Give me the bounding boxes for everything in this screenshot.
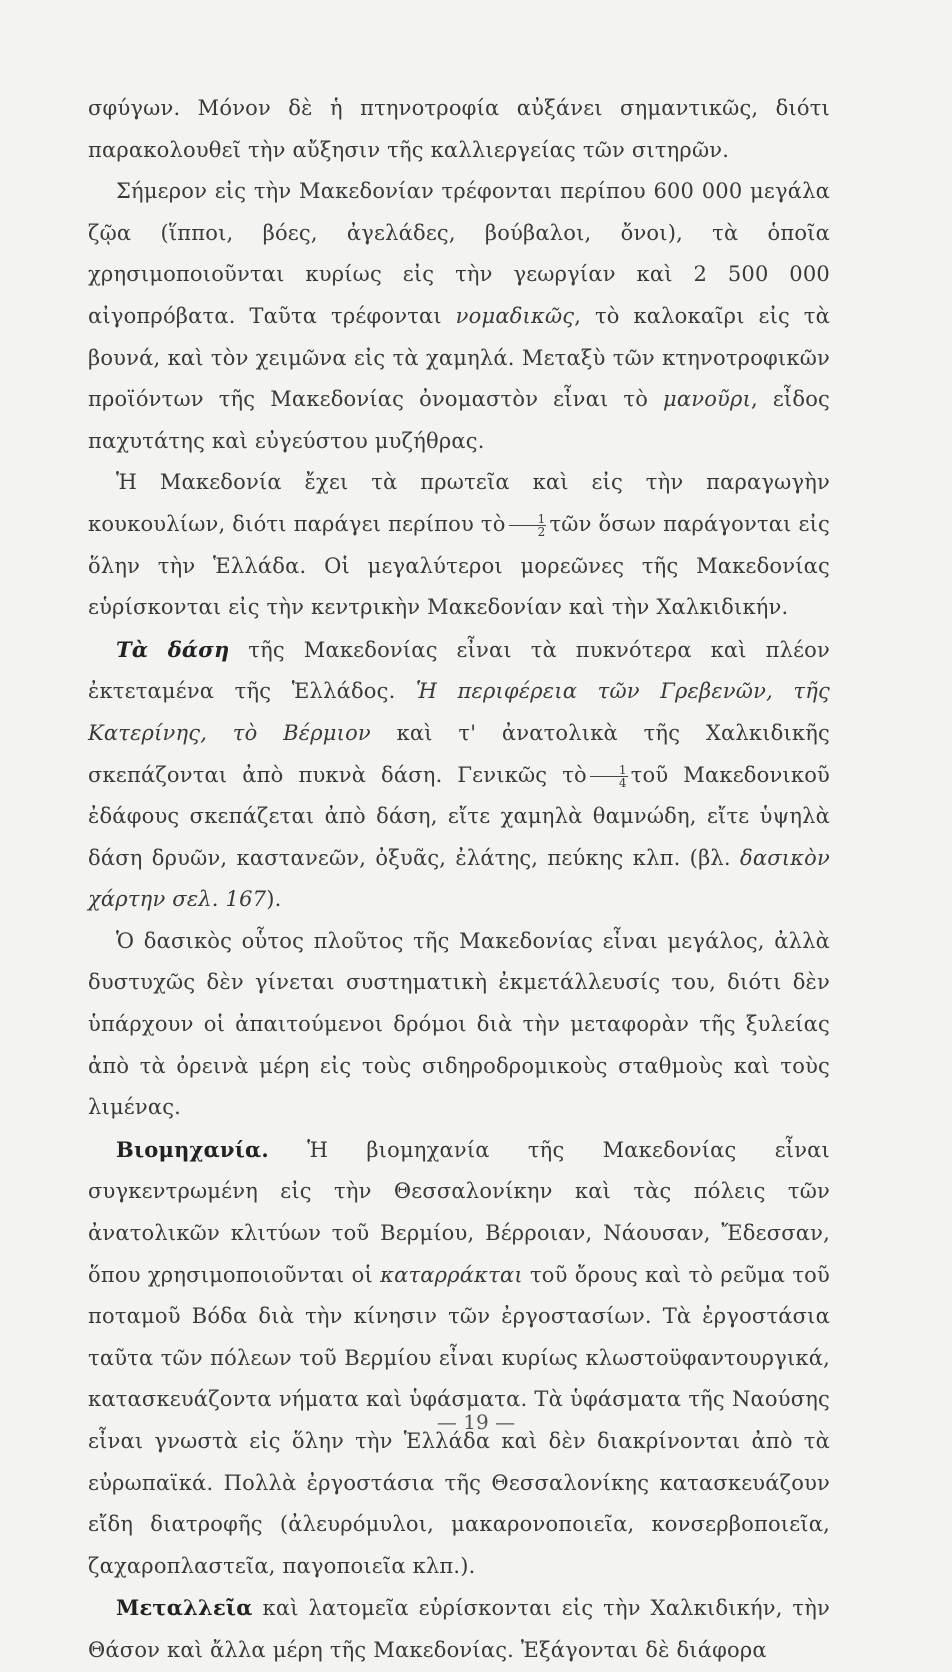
italic-regions: Ἡ περιφέρεια τῶν Γρεβενῶν, τῆς Κατερίνης, τὸ Βέρμιον (88, 679, 830, 745)
paragraph-silk: Ἡ Μακεδονία ἔχει τὰ πρωτεῖα καὶ εἰς τὴν παραγωγὴν κουκουλίων, διότι παράγει περίπου τὸ $\frac{1}{2}$ τῶν ὅσων παράγονται εἰς ὅλην τὴν Ἑλλάδα. Οἱ μεγαλύτεροι μορεῶνες τῆς Μακεδονίας εὑρίσκονται εἰς τὴν κεντρικὴν Μακεδονίαν καὶ τὴν Χαλκιδικήν. (88, 470, 830, 620)
paragraph-forest-wealth: Ὁ δασικὸς οὗτος πλοῦτος τῆς Μακεδονίας εἶναι μεγάλος, ἀλλὰ δυστυχῶς δὲν γίνεται συστηματικὴ ἐκμετάλλευσίς του, διότι δὲν ὑπάρχουν οἱ ἀπαιτούμενοι δρόμοι διὰ τὴν μεταφορὰν τῆς ξυλείας ἀπὸ τὰ ὀρεινὰ μέρη εἰς τοὺς σιδηροδρομικοὺς σταθμοὺς καὶ τοὺς λιμένας. (88, 928, 830, 1120)
italic-term-nomadic: νομαδικῶς (455, 303, 575, 328)
paragraph-mines: Μεταλλεῖα καὶ λατομεῖα εὑρίσκονται εἰς τὴν Χαλκιδικήν, τὴν Θάσον καὶ ἄλλα μέρη τῆς Μακεδονίας. Ἐξάγονται δὲ διάφορα (88, 1595, 830, 1662)
paragraph-livestock: Σήμερον εἰς τὴν Μακεδονίαν τρέφονται περίπου 600 000 μεγάλα ζῷα (ἵπποι, βόες, ἀγελάδες, βούβαλοι, ὄνοι), τὰ ὁποῖα χρησιμοποιοῦνται κυρίως εἰς τὴν γεωργίαν καὶ 2 500 000 αἰγοπρόβατα. Ταῦτα τρέφονται νομαδικῶς, τὸ καλοκαῖρι εἰς τὰ βουνά, καὶ τὸν χειμῶνα εἰς τὰ χαμηλά. Μεταξὺ τῶν κτηνοτροφικῶν προϊόντων τῆς Μακεδονίας ὀνομαστὸν εἶναι τὸ μανοῦρι, εἶδος παχυτάτης καὶ εὐγεύστου μυζήθρας. (88, 179, 831, 453)
heading-forests: Τὰ δάση (116, 636, 230, 662)
heading-industry: Βιομηχανία. (116, 1136, 269, 1162)
italic-map-reference: δασικὸν χάρτην σελ. 167 (88, 845, 830, 912)
fraction-half: $\frac{1}{2}$ (509, 513, 547, 538)
body-text (88, 88, 830, 1672)
paragraph-industry: Βιομηχανία. Ἡ βιομηχανία τῆς Μακεδονίας εἶναι συγκεντρωμένη εἰς τὴν Θεσσαλονίκην καὶ τὰς πόλεις τῶν ἀνατολικῶν κλιτύων τοῦ Βερμίου, Βέρροιαν, Νάουσαν, Ἔδεσσαν, ὅπου χρησιμοποιοῦνται οἱ καταρράκται τοῦ ὄρους καὶ τὸ ρεῦμα τοῦ ποταμοῦ Βόδα διὰ τὴν κίνησιν τῶν ἐργοστασίων. Τὰ ἐργοστάσια ταῦτα τῶν πόλεων τοῦ Βερμίου εἶναι κυρίως κλωστοϋφαντουργικά, κατασκευάζοντα νήματα καὶ ὑφάσματα. Τὰ ὑφάσματα τῆς Ναούσης εἶναι γνωστὰ εἰς ὅλην τὴν Ἑλλάδα καὶ δὲν διακρίνονται ἀπὸ τὰ εὐρωπαϊκά. Πολλὰ ἐργοστάσια τῆς Θεσσαλονίκης κατασκευάζουν εἴδη διατροφῆς (ἀλευρόμυλοι, μακαρονοποιεῖα, κονσερβοποιεῖα, ζαχαροπλαστεῖα, παγοποιεῖα κλπ.). (88, 1136, 830, 1578)
paragraph-pastoral-end: σφύγων. Μόνον δὲ ἡ πτηνοτροφία αὐξάνει σημαντικῶς, διότι παρακολουθεῖ τὴν αὔξησιν τῆς καλλιεργείας τῶν σιτηρῶν. (88, 96, 830, 162)
fraction-quarter: $\frac{1}{4}$ (590, 764, 628, 789)
italic-waterfalls: καταρράκται (380, 1262, 523, 1287)
italic-term-manouri: μανοῦρι (663, 387, 751, 412)
page-number: — 19 — (436, 1410, 516, 1434)
heading-mines: Μεταλλεῖα (116, 1595, 253, 1621)
paragraph-forests: Τὰ δάση τῆς Μακεδονίας εἶναι τὰ πυκνότερα καὶ πλέον ἐκτεταμένα τῆς Ἑλλάδος. Ἡ περιφέρεια τῶν Γρεβενῶν, τῆς Κατερίνης, τὸ Βέρμιον καὶ τ' ἀνατολικὰ τῆς Χαλκιδικῆς σκεπάζονται ἀπὸ πυκνὰ δάση. Γενικῶς τὸ $\frac{1}{4}$ τοῦ Μακεδονικοῦ ἐδάφους σκεπάζεται ἀπὸ δάση, εἴτε χαμηλὰ θαμνώδη, εἴτε ὑψηλὰ δάση δρυῶν, καστανεῶν, ὀξυᾶς, ἐλάτης, πεύκης κλπ. (βλ. δασικὸν χάρτην σελ. 167). (88, 636, 830, 912)
